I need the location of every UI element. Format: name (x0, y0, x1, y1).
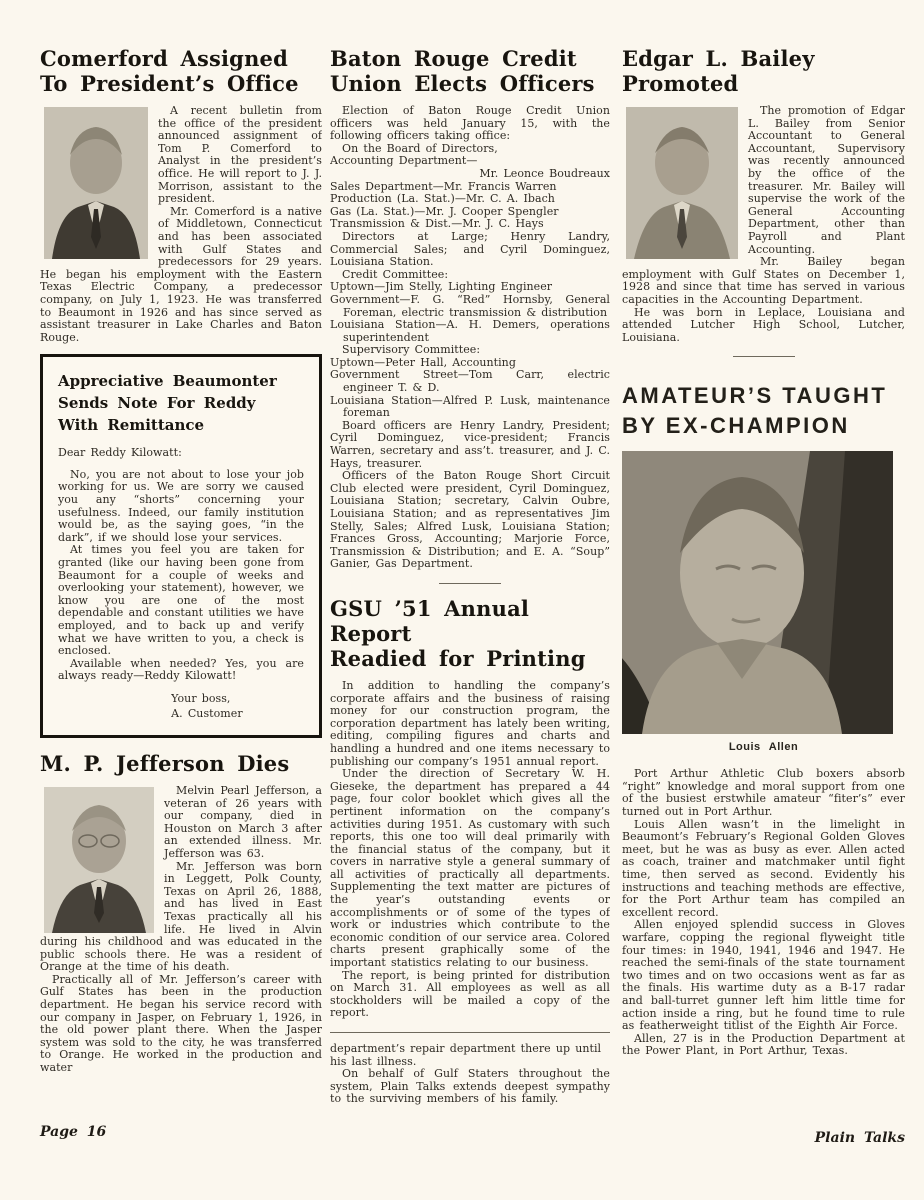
paragraph: Under the direction of Secretary W. H. Gieseke, the department has prepared a 44 page, four color booklet which gives all the pertinent information on the company’s activities during 1951. As customary with such reports, this one too will deal primarily with the financial status of the company, but it covers in narrative style a general summary of all activities of practically all departments. Supplementing the text matter are pictures of the year’s outstanding events or accomplishments or of some of the types of work or industries which contribute to the economic condition of our service area. Colored charts present graphically some of the important statistics relating to our business. (330, 767, 610, 970)
headline-line: GSU ’51 Annual Report (330, 595, 530, 646)
letter-headline: Appreciative Beaumonter Sends Note For Reddy With Remittance (58, 372, 277, 435)
paragraph: Supervisory Committee: (342, 343, 481, 357)
paragraph: Officers of the Baton Rouge Short Circuit Club elected were president, Cyril Dominguez, Louisiana Station; secretary, Calvin Oubre, Louisiana Station; and as representatives Jim Stelly, Sales; Alfred Lusk, Louisiana Station; Frances Gross, Accounting; Marjorie Force, Transmission & Distribution; and E. A. “Soup” Ganier, Gas Department. (330, 469, 610, 571)
headline-line: Union Elects Officers (330, 71, 595, 96)
paragraph: Allen enjoyed splendid success in Gloves warfare, copping the regional flyweight title four times: in 1940, 1941, 1946 and 1947. He reached the semi-finals of the state tournament two times and on two occasions went as far as the finals. His wartime duty as a B-17 radar and ball-turret gunner left him little time for action inside a ring, but he found time to rule as featherweight titlist of the Eighth Air Force. (622, 918, 905, 1033)
paragraph: Production (La. Stat.)—Mr. C. A. Ibach (330, 192, 555, 206)
paragraph: Government—F. G. “Red” Hornsby, General Foreman, electric transmission & distribution (330, 292, 610, 319)
headline-line: Baton Rouge Credit (330, 46, 577, 71)
paragraph: Mr. Comerford is a native of Middletown, Connecticut and has been associated with Gulf States and predecessors for 29 years. He began his employment with the Eastern Texas Electric Company, a predecessor company, on July 1, 1923. He was transferred to Beaumont in 1926 and has since served as assistant treasurer in Lake Charles and Baton Rouge. (40, 204, 322, 344)
headline-line: Promoted (622, 71, 739, 96)
signature-line: Your boss, (171, 691, 231, 705)
paragraph: The promotion of Edgar L. Bailey from Senior Accountant to General Accountant, Supervisory was recently announced by the office of the treasurer. Mr. Bailey will supervise the work of the General Accounting Department, other than Payroll and Plant Accounting. (748, 104, 905, 256)
paragraph: Uptown—Jim Stelly, Lighting Engineer (330, 280, 553, 294)
paragraph: In addition to handling the company’s corporate affairs and the business of raising money for our construction program, the corporation department has lately been writing, editing, compiling figures and charts and handling a hundred and one items necessary to publishing our company’s 1951 annual report. (330, 678, 610, 768)
jefferson-photo (44, 787, 154, 933)
paragraph: Credit Committee: (342, 267, 449, 281)
section-divider (733, 356, 795, 357)
headline-line: AMATEUR’S TAUGHT (622, 383, 888, 409)
paragraph: At times you feel you are taken for granted (like our having been gone from Beaumont for a couple of weeks and overlooking your statement), however, we know you are one of the most dependable and constant utilities we have employed, and to back up and verify what we have written to you, a check is enclosed. (58, 543, 304, 658)
signature-line: A. Customer (171, 706, 243, 720)
headline-line: Comerford Assigned (40, 46, 288, 71)
paragraph: Uptown—Peter Hall, Accounting (330, 355, 516, 369)
article-annual-report (330, 596, 610, 1020)
paragraph: No, you are not about to lose your job working for us. We are sorry we caused you any “shorts” concerning your usefulness. Indeed, our family institution would be, as the saying goes, “in the dark”, if we should lose your services. (58, 467, 304, 544)
paragraph: Louisiana Station—A. H. Demers, operations superintendent (330, 318, 610, 344)
photo-caption: Louis Allen (728, 741, 799, 754)
article-bailey (622, 46, 905, 344)
paragraph: Directors at Large; Henry Landry, Commercial Sales; and Cyril Dominguez, Louisiana Station. (330, 229, 610, 269)
section-divider (439, 583, 501, 584)
headline-line: BY EX-CHAMPION (622, 413, 850, 439)
paragraph: Transmission & Dist.—Mr. J. C. Hays (330, 217, 544, 231)
article-continuation (330, 1043, 610, 1106)
paragraph: The report, is being printed for distribution on March 31. All employees as well as all stockholders will be mailed a copy of the report. (330, 968, 610, 1020)
middle-column (330, 46, 610, 1106)
article-comerford-headline (40, 46, 322, 96)
paragraph: Government Street—Tom Carr, electric engineer T. & D. (330, 368, 610, 395)
paragraph: Board officers are Henry Landry, President; Cyril Dominguez, vice-president; Francis Warren, secretary and ass’t. treasurer, and J. C. Hays, treasurer. (330, 418, 610, 470)
headline-line: Readied for Printing (330, 645, 586, 671)
paragraph: He was born in Leplace, Louisiana and attended Lutcher High School, Lutcher, Louisiana. (622, 305, 905, 344)
paragraph: Practically all of Mr. Jefferson’s career with Gulf States has been in the production department. He began his service record with our company in Jasper, on February 1, 1926, in the old power plant there. When the Jasper system was sold to the city, he was transferred to Orange. He worked in the production and water (40, 972, 322, 1075)
portrait-photo-graphic (626, 107, 738, 259)
article-credit-union-headline (330, 46, 610, 96)
paragraph: Gas (La. Stat.)—Mr. J. Cooper Spengler (330, 204, 559, 218)
reddy-letter-box (40, 354, 322, 738)
article-credit-union (330, 46, 610, 571)
paragraph: Available when needed? Yes, you are always ready—Reddy Kilowatt! (58, 656, 304, 683)
right-column (622, 46, 905, 1058)
paragraph: Mr. Bailey began employment with Gulf States on December 1, 1928 and since that time has served in various capacities in the Accounting Department. (622, 255, 905, 306)
article-jefferson (40, 751, 322, 1075)
headline-line: To President’s Office (40, 71, 299, 96)
boxer-photo-graphic (622, 451, 893, 734)
louis-allen-photo (622, 451, 893, 734)
article-annual-report-headline (330, 596, 610, 671)
paragraph: Louisiana Station—Alfred P. Lusk, maintenance foreman (330, 393, 610, 420)
publication-name: Plain Talks (814, 1130, 905, 1146)
paragraph: On the Board of Directors, (342, 141, 498, 155)
paragraph: Election of Baton Rouge Credit Union officers was held January 15, with the following officers taking office: (330, 104, 610, 143)
paragraph: department’s repair department there up until his last illness. (330, 1043, 602, 1068)
paragraph: On behalf of Gulf Staters throughout the system, Plain Talks extends deepest sympathy to the surviving members of his family. (330, 1067, 610, 1106)
paragraph: Accounting Department— (330, 154, 478, 168)
headline-line: Edgar L. Bailey (622, 46, 815, 71)
article-jefferson-headline: M. P. Jefferson Dies (40, 750, 290, 776)
paragraph: Allen, 27 is in the Production Department at the Power Plant, in Port Arthur, Texas. (622, 1031, 905, 1058)
article-amateur-headline (622, 381, 905, 441)
paragraph: Port Arthur Athletic Club boxers absorb “right” knowledge and moral support from one of the busiest erstwhile amateur “fiter’s” ever turned out in Port Arthur. (622, 767, 905, 819)
paragraph: Mr. Leonce Boudreaux (479, 166, 610, 180)
section-divider (330, 1032, 610, 1033)
comerford-photo (44, 107, 148, 259)
letter-salutation: Dear Reddy Kilowatt: (58, 446, 182, 460)
bailey-photo (626, 107, 738, 259)
article-bailey-headline (622, 46, 905, 96)
portrait-photo-graphic (44, 787, 154, 933)
paragraph: A recent bulletin from the office of the president announced assignment of Tom P. Comerford to Analyst in the president’s office. He will report to J. J. Morrison, assistant to the president. (158, 104, 322, 206)
article-comerford (40, 46, 322, 344)
page-number: Page 16 (40, 1124, 107, 1140)
paragraph: Louis Allen wasn’t in the limelight in Beaumont’s February’s Regional Golden Gloves meet, but he was as busy as ever. Allen acted as coach, trainer and matchmaker until fight time, then served as second. Evidently his instructions and teaching methods are effective, for the Port Arthur team has compiled an excellent record. (622, 817, 905, 919)
letter-signature (171, 691, 304, 721)
portrait-photo-graphic (44, 107, 148, 259)
paragraph: Mr. Jefferson was born in Leggett, Polk County, Texas on April 26, 1888, and has lived in East Texas practically all his life. He lived in Alvin during his childhood and was educated in the public schools there. He was a resident of Orange at the time of his death. (40, 859, 322, 974)
paragraph: Sales Department—Mr. Francis Warren (330, 179, 557, 193)
paragraph: Melvin Pearl Jefferson, a veteran of 26 years with our company, died in Houston on March 3 after an extended illness. Mr. Jefferson was 63. (164, 783, 322, 860)
article-amateur (622, 369, 905, 1058)
left-column (40, 46, 322, 1075)
